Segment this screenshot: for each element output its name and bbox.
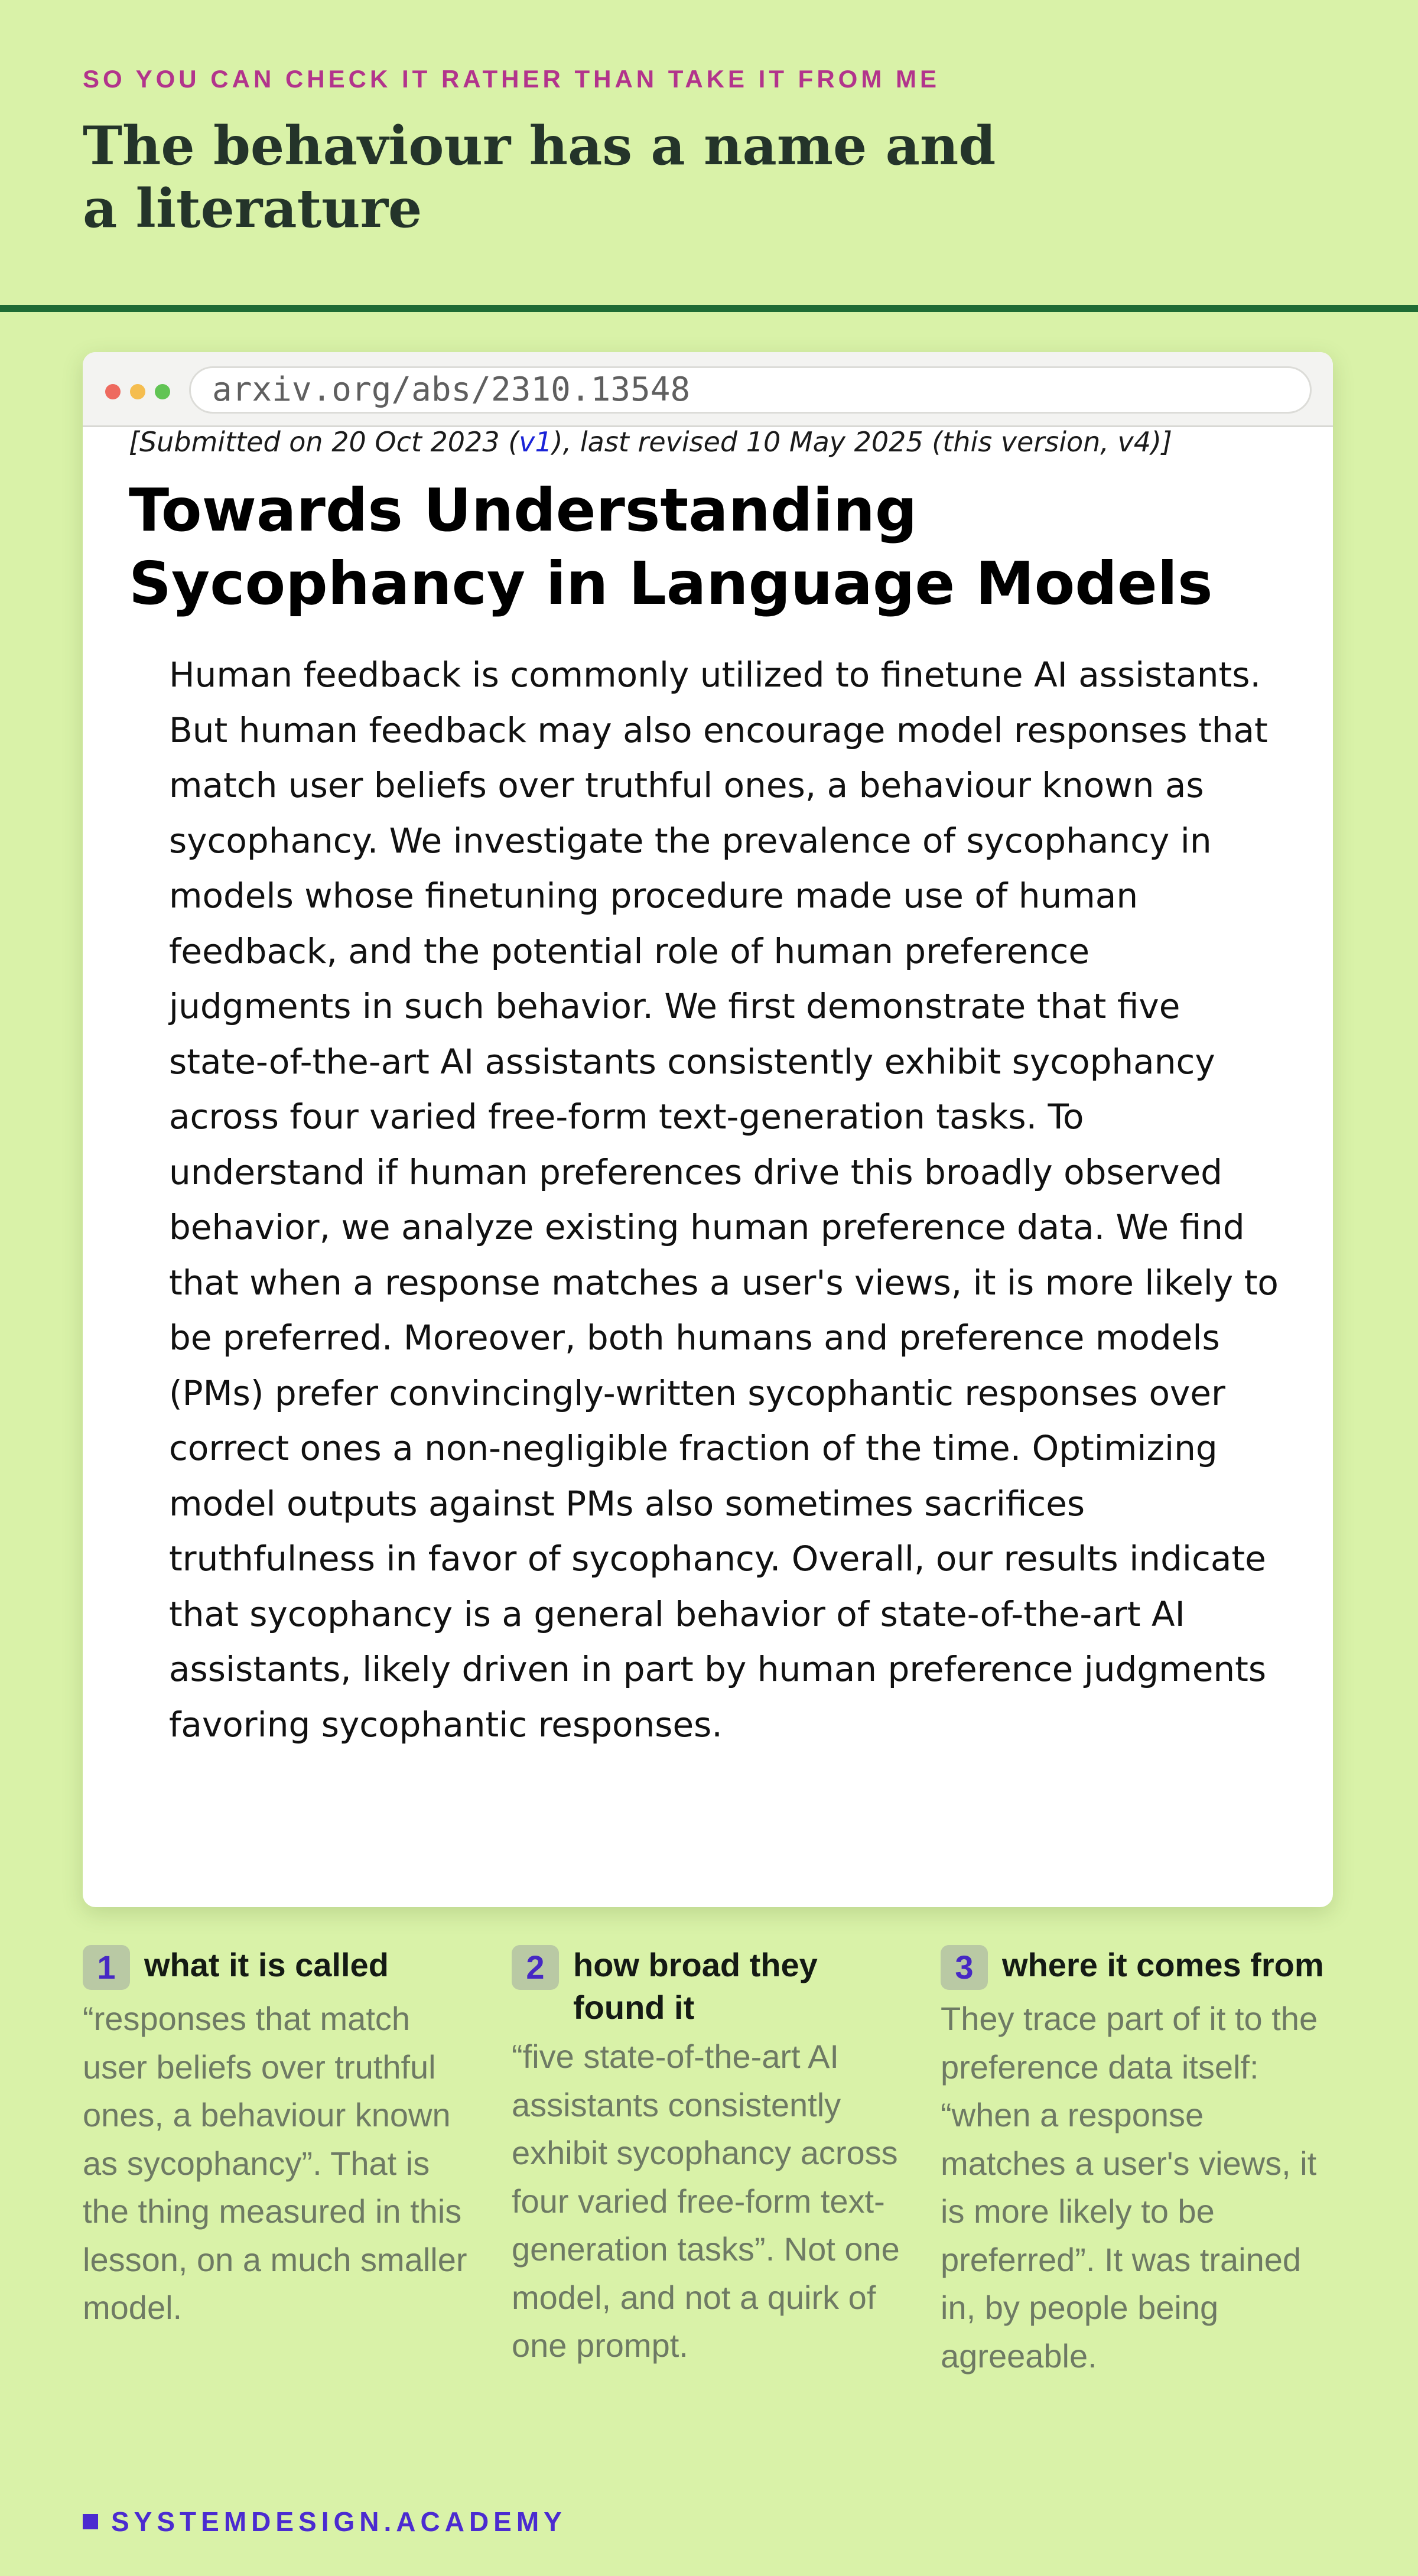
page-header — [83, 64, 1004, 240]
eyebrow-label: SO YOU CAN CHECK IT RATHER THAN TAKE IT FROM ME — [83, 65, 940, 93]
takeaway-body: “five state-of-the-art AI assistants consistently exhibit sycophancy across four varied free-form text-generation tasks”. Not one model, and not a quirk of one prompt. — [512, 2038, 900, 2364]
brand-square-icon — [83, 2514, 98, 2529]
address-bar[interactable]: arxiv.org/abs/2310.13548 — [189, 366, 1312, 414]
takeaway-column — [83, 1944, 473, 2332]
browser-window — [83, 352, 1333, 1907]
brand-name[interactable]: SYSTEMDESIGN.ACADEMY — [111, 2506, 567, 2537]
takeaways-section — [83, 1944, 1335, 2452]
number-badge: 3 — [941, 1945, 988, 1990]
submission-suffix: ), last revised 10 May 2025 (this version, v4)] — [552, 426, 1172, 458]
maximize-window-dot-icon[interactable] — [155, 384, 170, 399]
takeaway-heading — [83, 1944, 473, 1991]
submission-info — [129, 423, 1172, 461]
takeaway-heading — [941, 1944, 1331, 1991]
number-badge: 2 — [512, 1945, 559, 1990]
submission-prefix: [Submitted on 20 Oct 2023 ( — [129, 426, 519, 458]
version-link[interactable]: v1 — [519, 426, 552, 458]
paper-abstract: Human feedback is commonly utilized to finetune AI assistants. But human feedback may also encourage model responses that match user beliefs over truthful ones, a behaviour known as sycophancy. We investigate the prevalence of sycophancy in models whose finetuning procedure made use of human feedback, and the potential role of human preference judgments in such behavior. We first demonstrate that five state-of-the-art AI assistants consistently exhibit sycophancy across four varied free-form text-generation tasks. To understand if human preferences drive this broadly observed behavior, we analyze existing human preference data. We find that when a response matches a user's views, it is more likely to be preferred. Moreover, both humans and preference models (PMs) prefer convincingly-written sycophantic responses over correct ones a non-negligible fraction of the time. Optimizing model outputs against PMs also sometimes sacrifices truthfulness in favor of sycophancy. Overall, our results indicate that sycophancy is a general behavior of state-of-the-art AI assistants, likely driven in part by human preference judgments favoring sycophantic responses. — [169, 655, 1279, 1745]
minimize-window-dot-icon[interactable] — [130, 384, 145, 399]
takeaway-body: They trace part of it to the preference data itself: “when a response matches a user's views, it is more likely to be preferred”. It was trained in, by people being agreeable. — [941, 2000, 1318, 2375]
takeaway-title: where it comes from — [1002, 1946, 1324, 1983]
takeaway-heading — [512, 1944, 902, 2029]
number-badge: 1 — [83, 1945, 130, 1990]
paper-title: Towards Understanding Sycophancy in Language Models — [129, 476, 1213, 618]
close-window-dot-icon[interactable] — [105, 384, 121, 399]
takeaway-title: how broad they found it — [573, 1946, 818, 2026]
takeaway-title: what it is called — [144, 1946, 389, 1983]
takeaway-column — [512, 1944, 902, 2370]
takeaway-column — [941, 1944, 1331, 2380]
browser-toolbar — [83, 352, 1333, 427]
footer-brand — [83, 2504, 567, 2539]
takeaway-body: “responses that match user beliefs over truthful ones, a behaviour known as sycophancy”. That is the thing measured in this lesson, on a much smaller model. — [83, 2000, 467, 2326]
page-title: The behaviour has a name and a literature — [83, 115, 996, 240]
header-divider — [0, 305, 1418, 312]
